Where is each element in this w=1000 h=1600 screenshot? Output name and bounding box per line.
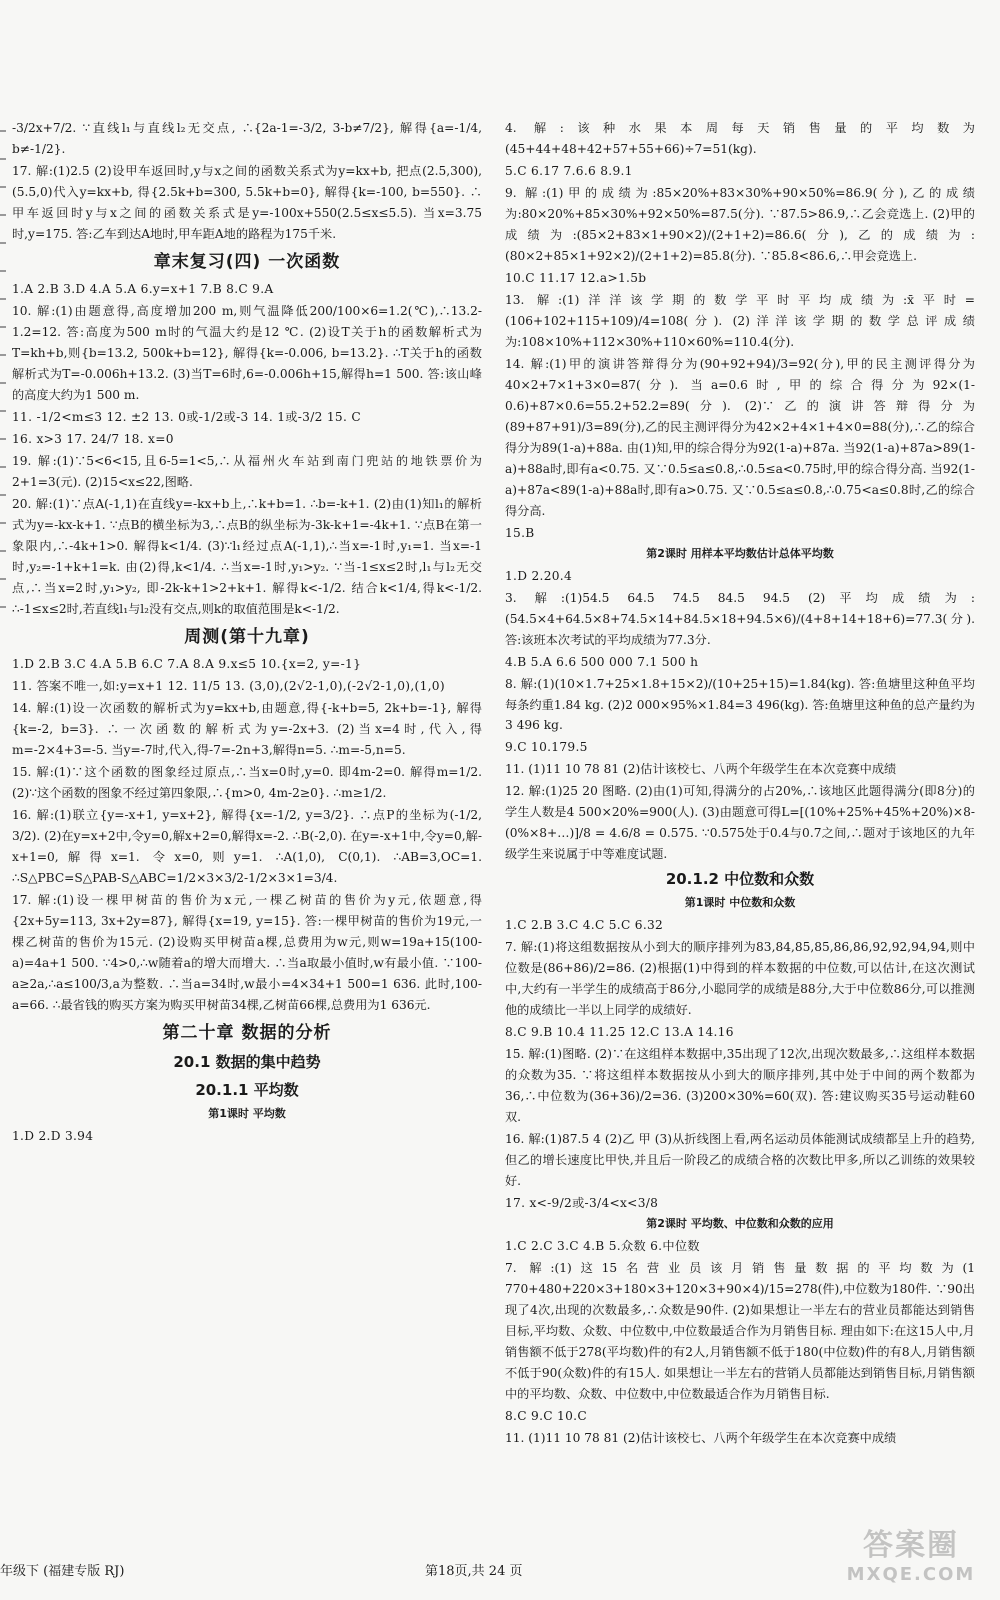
subsection-heading: 20.1.1 平均数	[195, 1080, 299, 1099]
answer-7b: 7. 解:(1)这15名营业员该月销售量数据的平均数为(1 770+480+220×3+180×3+120×3+90×4)/15=278(件),中位数为180件. ∵90出现了4次,出现的次数最多,∴众数是90件. (2)如果想让一半左右的营业员都能达到销售目标,平均数、众数、中位数中,中位数最适合作为月销售目标. 理由如下:在这15人中,月销售额不低于278(平均数)件的有2人,月销售额不低于180(中位数)件的有8人,月销售额不低于90(众数)件的有15人. 如果想让一半左右的营销人员都能达到销售目标,月销售额中的平均数、众数、中位数中,中位数最适合作为月销售目标.	[505, 1260, 975, 1401]
answer-12: 12. 解:(1)25 20 图略. (2)由(1)可知,得满分的占20%,∴该地区此题得满分(即8分)的学生人数是4 500×20%=900(人). (3)由题意可得L=[(10%+25%+45%+20%)×8-(0%×8+…)]/8 = 4.6/8 = 0.575. ∵0.575处于0.4与0.7之间,∴题对于该地区的九年级学生来说属于中等难度试题.	[505, 784, 975, 862]
section-heading-review: 章末复习(四) 一次函数	[153, 251, 341, 272]
short-answers: 1.D 2.B 3.C 4.A 5.B 6.C 7.A 8.A 9.x≤5 10.{x=2, y=-1}	[12, 657, 362, 672]
binding-margin	[0, 130, 6, 610]
answer-17: 17. 解:(1)2.5 (2)设甲车返回时,y与x之间的函数关系式为y=kx+b, 把点(2.5,300),(5.5,0)代入y=kx+b, 得{2.5k+b=300, 5.5k+b=0}, 解得{k=-100, b=550}. ∴甲车返回时y与x之间的函数关系式是y=-100x+550(2.5≤x≤5.5). 当x=3.75时,y=175. 答:乙车到达A地时,甲车距A地的路程为175千米.	[12, 163, 482, 241]
right-column	[505, 118, 975, 1450]
answer-10: 10. 解:(1)由题意得,高度增加200 m,则气温降低200/100×6=1.2(℃),∴13.2-1.2=12. 答:高度为500 m时的气温大约是12 ℃. (2)设T关于h的函数解析式为T=kh+b,则{b=13.2, 500k+b=12}, 解得{k=-0.006, b=13.2}. ∴T关于h的函数解析式为T=-0.006h+13.2. (3)当T=6时,6=-0.006h+15,解得h=1 500. 答:该山峰的高度大约为1 500 m.	[12, 304, 482, 403]
answer-13: 13. 解:(1)洋洋该学期的数学平时平均成绩为:x̄平时=(106+102+115+109)/4=108(分). (2)洋洋该学期的数学总评成绩为:108×10%+112×30%+110×60%=110.4(分).	[505, 292, 975, 349]
page-number: 第18页,共 24 页	[425, 1564, 523, 1579]
answer-19: 19. 解:(1)∵5<6<15,且6-5=1<5,∴从福州火车站到南门兜站的地铁票价为2+1=3(元). (2)15<x≤22,图略.	[12, 454, 482, 489]
short-answers: 9.C 10.179.5	[505, 740, 588, 755]
short-answers: 1.C 2.C 3.C 4.B 5.众数 6.中位数	[505, 1238, 700, 1253]
answer-20: 20. 解:(1)∵点A(-1,1)在直线y=-kx+b上,∴k+b=1. ∴b=-k+1. (2)由(1)知l₁的解析式为y=-kx-k+1. ∵点B的横坐标为3,∴点B的纵坐标为-3k-k+1=-4k+1. ∵点B在第一象限内,∴-4k+1>0. 解得k<1/4. (3)∵l₁经过点A(-1,1),∴当x=-1时,y₁=1. 当x=-1时,y₂=-1+k+1=k. 由(2)得,k<1/4. ∴当x=-1时,y₁>y₂. ∵当-1≤x≤2时,l₁与l₂无交点,∴当x=2时,y₁>y₂, 即-2k-k+1>2+k+1. 解得k<-1/2. 结合k<1/4,得k<-1/2. ∴-1≤x≤2时,若直线l₁与l₂没有交点,则k的取值范围是k<-1/2.	[12, 496, 482, 616]
lesson-heading: 第1课时 平均数	[208, 1106, 286, 1120]
answer-16: 16. 解:(1)联立{y=-x+1, y=x+2}, 解得{x=-1/2, y=3/2}. ∴点P的坐标为(-1/2, 3/2). (2)在y=x+2中,令y=0,解x+2=0,解得x=-2. ∴B(-2,0). 在y=-x+1中,令y=0,解-x+1=0,解得x=1. 令x=0,则y=1. ∴A(1,0), C(0,1). ∴AB=3,OC=1. ∴S△PBC=S△PAB-S△ABC=1/2×3×3/2-1/2×3×1=3/4.	[12, 808, 482, 885]
answer-17b: 17. 解:(1)设一棵甲树苗的售价为x元,一棵乙树苗的售价为y元,依题意,得{2x+5y=113, 3x+2y=87}, 解得{x=19, y=15}. 答:一棵甲树苗的售价为19元,一棵乙树苗的售价为15元. (2)设购买甲树苗a棵,总费用为w元,则w=19a+15(100-a)=4a+1 500. ∵4>0,∴w随着a的增大而增大. ∴当a取最小值时,w有最小值. ∵100-a≥2a,∴a≤100/3,a为整数. ∴当a=34时,w最小=4×34+1 500=1 636. 此时,100-a=66. ∴最省钱的购买方案为购买甲树苗34棵,乙树苗66棵,总费用为1 636元.	[12, 892, 482, 1012]
section-heading: 20.1 数据的集中趋势	[173, 1053, 321, 1072]
watermark-domain: MXQE.COM	[846, 1563, 976, 1585]
footer-edition: 年级下 (福建专版 RJ)	[0, 1564, 125, 1579]
short-answers: 8.C 9.C 10.C	[505, 1408, 587, 1423]
lesson-heading: 第2课时 平均数、中位数和众数的应用	[646, 1216, 834, 1230]
short-answers: 1.D 2.D 3.94	[12, 1128, 94, 1143]
answer-16: 16. 解:(1)87.5 4 (2)乙 甲 (3)从折线图上看,两名运动员体能测试成绩都呈上升的趋势,但乙的增长速度比甲快,并且后一阶段乙的成绩合格的次数比甲多,所以乙训练的效果较好.	[505, 1131, 975, 1188]
short-answers: 11. 答案不唯一,如:y=x+1 12. 11/5 13. (3,0),(2√2-1,0),(-2√2-1,0),(1,0)	[12, 679, 445, 694]
short-answers: 1.C 2.B 3.C 4.C 5.C 6.32	[505, 918, 664, 933]
answer-15: 15. 解:(1)图略. (2)∵在这组样本数据中,35出现了12次,出现次数最多,∴这组样本数据的众数为35. ∵将这组样本数据按从小到大的顺序排列,其中处于中间的两个数都为36,∴中位数为(36+36)/2=36. (3)200×30%=60(双). 答:建议购买35号运动鞋60双.	[505, 1046, 975, 1124]
answer-continuation: -3/2x+7/2. ∵直线l₁与直线l₂无交点, ∴{2a-1=-3/2, 3-b≠7/2}, 解得{a=-1/4, b≠-1/2}.	[12, 121, 482, 156]
answer-14: 14. 解:(1)设一次函数的解析式为y=kx+b,由题意,得{-k+b=5, 2k+b=-1}, 解得{k=-2, b=3}. ∴一次函数的解析式为y=-2x+3. (2)当x=4时,代入,得m=-2×4+3=-5. 当y=-7时,代入,得-7=-2n+3,解得n=5. ∴m=-5,n=5.	[12, 701, 482, 758]
answer-4: 4. 解:该种水果本周每天销售量的平均数为(45+44+48+42+57+55+66)÷7=51(kg).	[505, 121, 975, 156]
short-answers: 10.C 11.17 12.a>1.5b	[505, 270, 647, 285]
answer-8: 8. 解:(1)(10×1.7+25×1.8+15×2)/(10+25+15)=1.84(kg). 答:鱼塘里这种鱼平均每条约重1.84 kg. (2)2 000×95%×1.84=3 496(kg). 答:鱼塘里这种鱼的总产量约为3 496 kg.	[505, 676, 975, 733]
short-answers: 1.A 2.B 3.D 4.A 5.A 6.y=x+1 7.B 8.C 9.A	[12, 282, 274, 297]
answer-15: 15. 解:(1)∵这个函数的图象经过原点,∴当x=0时,y=0. 即4m-2=0. 解得m=1/2. (2)∵这个函数的图象不经过第四象限,∴{m>0, 4m-2≥0}. ∴m≥1/2.	[12, 765, 482, 801]
short-answers: 16. x>3 17. 24/7 18. x=0	[12, 432, 174, 447]
answer-3: 3. 解:(1)54.5 64.5 74.5 84.5 94.5 (2)平均成绩为:(54.5×4+64.5×8+74.5×14+84.5×18+94.5×6)/(4+8+14+18+6)=77.3(分). 答:该班本次考试的平均成绩为77.3分.	[505, 590, 975, 647]
chapter-heading: 第二十章 数据的分析	[162, 1022, 332, 1043]
short-answers: 4.B 5.A 6.6 500 000 7.1 500 h	[505, 654, 699, 669]
short-answers: 11. -1/2<m≤3 12. ±2 13. 0或-1/2或-3 14. 1或-3/2 15. C	[12, 410, 361, 425]
subsection-heading: 20.1.2 中位数和众数	[665, 870, 815, 889]
short-answers: 15.B	[505, 525, 535, 540]
lesson-heading: 第1课时 中位数和众数	[684, 896, 796, 910]
watermark-text: 答案圈	[863, 1527, 959, 1563]
short-answers: 5.C 6.17 7.6.6 8.9.1	[505, 163, 633, 178]
short-answers: 1.D 2.20.4	[505, 568, 573, 583]
answer-9: 9. 解:(1)甲的成绩为:85×20%+83×30%+90×50%=86.9(分),乙的成绩为:80×20%+85×30%+92×50%=87.5(分). ∵87.5>86.9,∴乙会竞选上. (2)甲的成绩为:(85×2+83×1+90×2)/(2+1+2)=86.6(分),乙的成绩为:(80×2+85×1+92×2)/(2+1+2)=85.8(分). ∵85.8<86.6,∴甲会竞选上.	[505, 185, 975, 263]
lesson-heading: 第2课时 用样本平均数估计总体平均数	[646, 546, 834, 560]
answer-11: 11. (1)11 10 78 81 (2)估计该校七、八两个年级学生在本次竞赛中成绩	[505, 762, 897, 777]
answer-7: 7. 解:(1)将这组数据按从小到大的顺序排列为83,84,85,85,86,86,92,92,94,94,则中位数是(86+86)/2=86. (2)根据(1)中得到的样本数据的中位数,可以估计,在这次测试中,大约有一半学生的成绩高于86分,小聪同学的成绩是88分,大于中位数86分,可以推测他的成绩比一半以上同学的成绩好.	[505, 940, 975, 1018]
watermark-logo	[836, 1516, 986, 1588]
answer-11b: 11. (1)11 10 78 81 (2)估计该校七、八两个年级学生在本次竞赛中成绩	[505, 1430, 897, 1445]
left-column	[12, 118, 482, 1148]
answer-14: 14. 解:(1)甲的演讲答辩得分为(90+92+94)/3=92(分),甲的民主测评得分为40×2+7×1+3×0=87(分). 当a=0.6时,甲的综合得分为92×(1-0.6)+87×0.6=55.2+52.2=89(分). (2)∵乙的演讲答辩得分为(89+87+91)/3=89(分),乙的民主测评得分为42×2+4×1+4×0=88(分),∴乙的综合得分为89(1-a)+88a. 由(1)知,甲的综合得分为92(1-a)+87a. 当92(1-a)+87a>89(1-a)+88a时,即有a<0.75. 又∵0.5≤a≤0.8,∴0.5≤a<0.75时,甲的综合得分高. 当92(1-a)+87a<89(1-a)+88a时,即有a>0.75. 又∵0.5≤a≤0.8,∴0.75<a≤0.8时,乙的综合得分高.	[505, 356, 975, 518]
short-answers: 17. x<-9/2或-3/4<x<3/8	[505, 1195, 659, 1210]
short-answers: 8.C 9.B 10.4 11.25 12.C 13.A 14.16	[505, 1025, 734, 1039]
section-heading-weekly: 周测(第十九章)	[184, 626, 310, 647]
